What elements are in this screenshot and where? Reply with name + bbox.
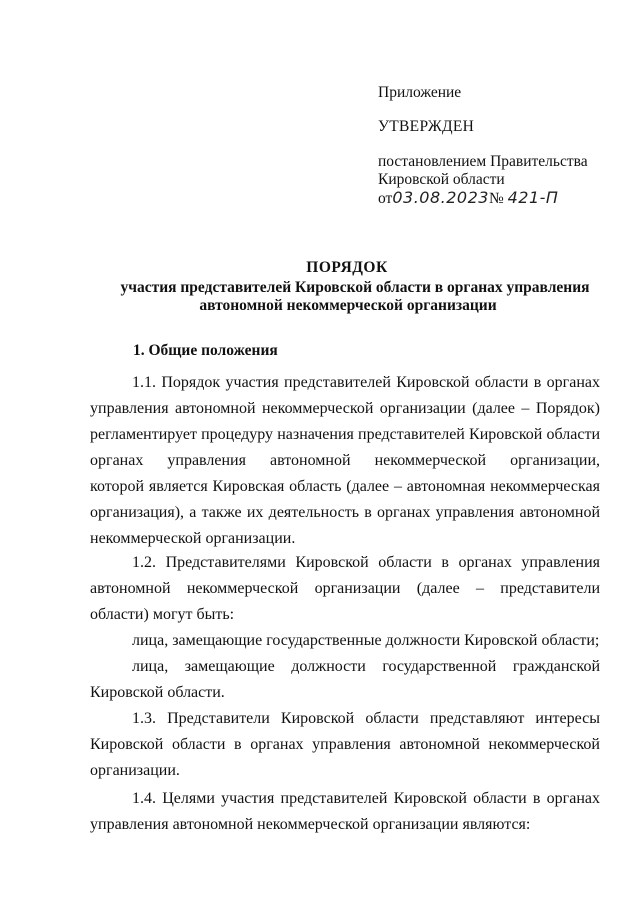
paragraph-line: лица, замещающие должности государственной гражданской xyxy=(132,658,600,675)
document-subtitle-line-2: автономной некоммерческой организации xyxy=(199,297,497,314)
paragraph-line: автономной некоммерческой организации (далее – представители xyxy=(90,580,600,597)
paragraph-line: организации. xyxy=(90,762,180,779)
paragraph-line: регламентирует процедуру назначения представителей Кировской области xyxy=(90,426,600,443)
paragraph-line: области) могут быть: xyxy=(90,606,235,623)
paragraph-line: Кировской области в органах управления автономной некоммерческой xyxy=(90,736,600,753)
paragraph-1-2-item-b xyxy=(90,654,600,706)
from-prefix: от xyxy=(378,190,393,207)
decree-line-2: Кировской области xyxy=(378,171,505,188)
paragraph-1-4 xyxy=(90,786,600,838)
handwritten-date: 03.08.2023 xyxy=(392,188,489,207)
handwritten-number: 421-П xyxy=(507,188,559,207)
number-sign: № xyxy=(488,190,504,207)
paragraph-1-1 xyxy=(90,370,600,552)
paragraph-line: 1.2. Представителями Кировской области в органах управления xyxy=(132,554,600,571)
paragraph-1-2 xyxy=(90,550,600,628)
paragraph-line: которой является Кировская область (далее – автономная некоммерческая xyxy=(90,478,600,495)
document-title: ПОРЯДОК xyxy=(306,259,388,276)
paragraph-line: органах управления автономной некоммерческой организации, xyxy=(90,452,600,469)
paragraph-line: лица, замещающие государственные должности Кировской области; xyxy=(132,632,600,649)
paragraph-line: организация), а также их деятельность в органах управления автономной xyxy=(90,504,600,521)
paragraph-1-2-item-a xyxy=(90,628,600,654)
section-heading: 1. Общие положения xyxy=(133,342,278,359)
approved-label: УТВЕРЖДЕН xyxy=(378,118,475,135)
paragraph-line: 1.3. Представители Кировской области представляют интересы xyxy=(132,710,600,727)
paragraph-1-3 xyxy=(90,706,600,784)
document-subtitle-line-1: участия представителей Кировской области в органах управления xyxy=(120,279,590,296)
paragraph-line: 1.1. Порядок участия представителей Кировской области в органах xyxy=(132,374,600,391)
paragraph-line: управления автономной некоммерческой организации (далее – Порядок) xyxy=(90,400,600,417)
paragraph-line: некоммерческой организации. xyxy=(90,530,296,547)
decree-line-1: постановлением Правительства xyxy=(378,153,588,170)
paragraph-line: 1.4. Целями участия представителей Кировской области в органах xyxy=(132,790,600,807)
appendix-label: Приложение xyxy=(378,84,462,101)
paragraph-line: Кировской области. xyxy=(90,684,225,701)
decree-date-number xyxy=(378,189,558,208)
paragraph-line: управления автономной некоммерческой организации являются: xyxy=(90,816,531,833)
